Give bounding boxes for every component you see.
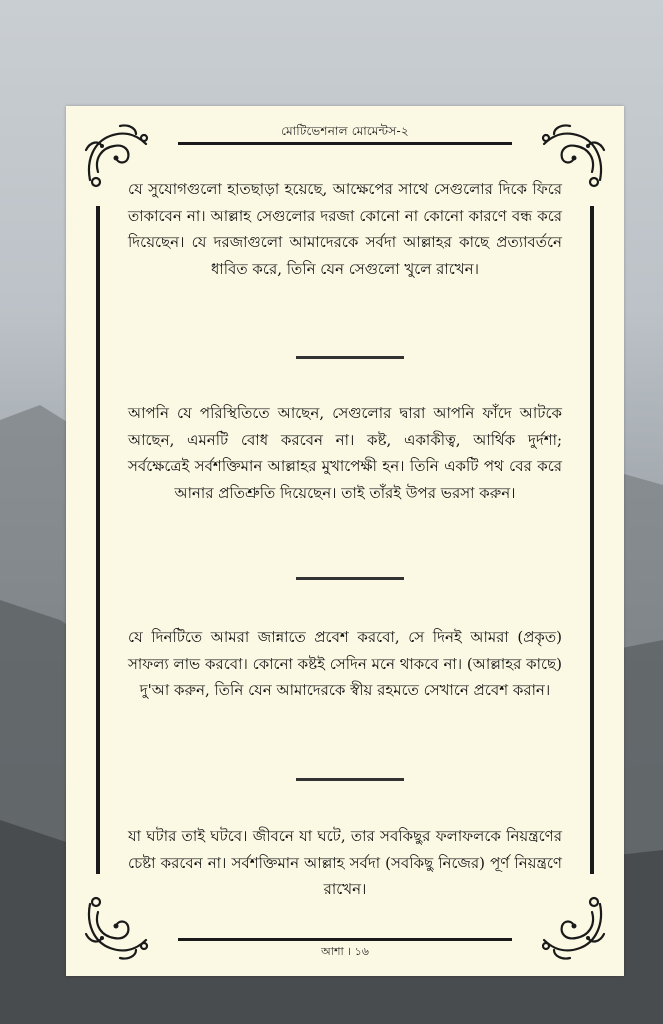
page-footer-number: আশা । ১৬: [321, 945, 369, 958]
paragraph-2: আপনি যে পরিস্থিতিতে আছেন, সেগুলোর দ্বারা আপনি ফাঁদে আটকে আছেন, এমনটি বোধ করবেন না। কষ্ট, একাকীত্ব, আর্থিক দুর্দশা; সর্বক্ষেত্রেই সর্বশক্তিমান আল্লাহর মুখাপেক্ষী হন। তিনি একটি পথ বের করে আনার প্রতিশ্রুতি দিয়েছেন। তাই তাঁরই উপর ভরসা করুন।: [128, 404, 562, 502]
frame-left-line: [96, 206, 100, 874]
section-divider-1: [296, 356, 404, 359]
section-divider-2: [296, 577, 404, 580]
paragraph-1: যে সুযোগগুলো হাতছাড়া হয়েছে, আক্ষেপের সাথে সেগুলোর দিকে ফিরে তাকাবেন না। আল্লাহ সেগুলোর দরজা কোনো না কোনো কারণে বন্ধ করে দিয়েছেন। যে দরজাগুলো আমাদেরকে সর্বদা আল্লাহর কাছে প্রত্যাবর্তনে ধাবিত করে, তিনি যেন সেগুলো খুলে রাখেন।: [128, 180, 562, 278]
paragraph-3: যে দিনটিতে আমরা জান্নাতে প্রবেশ করবো, সে দিনই আমরা (প্রকৃত) সাফল্য লাভ করবো। কোনো কষ্টই সেদিন মনে থাকবে না। (আল্লাহর কাছে) দু'আ করুন, তিনি যেন আমাদেরকে স্বীয় রহমতে সেখানে প্রবেশ করান।: [128, 628, 562, 699]
frame-right-line: [590, 206, 594, 874]
book-page: [66, 106, 624, 976]
frame-bottom-line: [178, 938, 512, 941]
running-header-title: মোটিভেশনাল মোমেন্টস-২: [281, 124, 409, 138]
section-divider-3: [296, 778, 404, 781]
paragraph-4: যা ঘটার তাই ঘটবে। জীবনে যা ঘটে, তার সবকিছুর ফলাফলকে নিয়ন্ত্রণের চেষ্টা করবেন না। সর্বশক্তিমান আল্লাহ সর্বদা (সবকিছু নিজের) পূর্ণ নিয়ন্ত্রণে রাখেন।: [128, 827, 562, 898]
